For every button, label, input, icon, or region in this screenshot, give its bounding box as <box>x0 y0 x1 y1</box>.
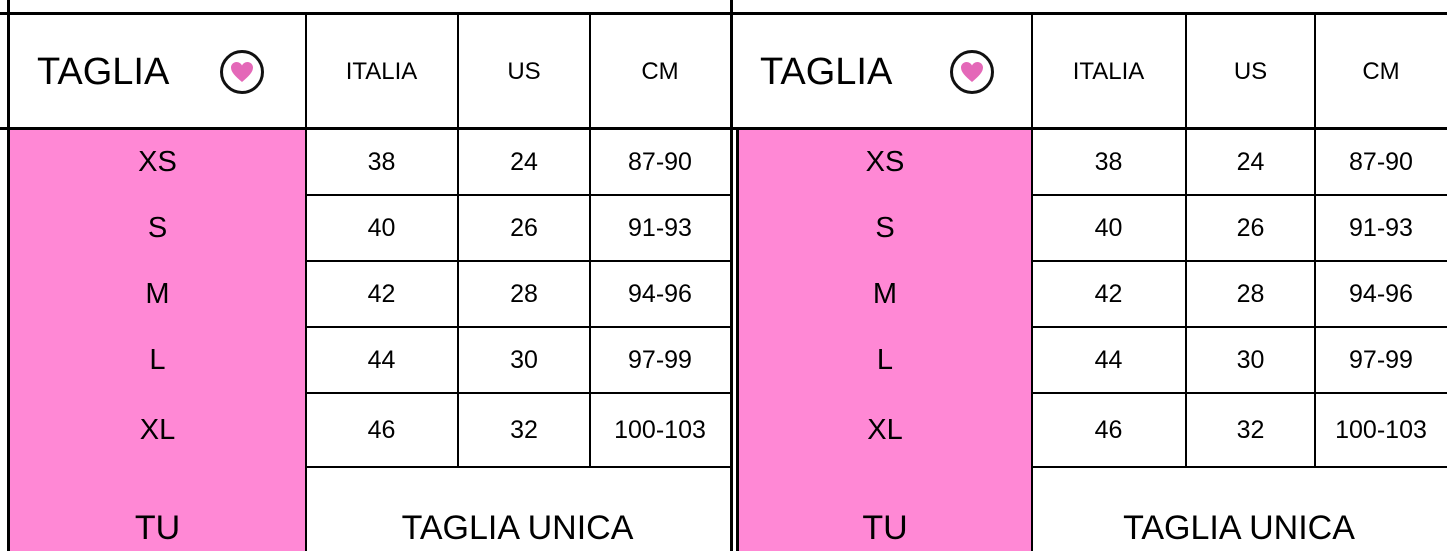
grid-line <box>730 0 733 551</box>
size-tu: TU <box>862 509 908 547</box>
us-value: 26 <box>1236 213 1265 242</box>
us-value: 32 <box>510 415 538 444</box>
italia-value: 42 <box>1094 279 1123 308</box>
italia-value: 40 <box>1094 213 1123 242</box>
italia-header: ITALIA <box>345 58 418 85</box>
size-l: L <box>876 343 894 376</box>
size-xs: XS <box>138 145 177 178</box>
italia-value: 46 <box>367 415 396 444</box>
grid-line <box>589 15 591 468</box>
us-value: 24 <box>510 147 538 176</box>
taglia-header: TAGLIA <box>760 50 893 93</box>
heart-icon <box>220 50 264 94</box>
size-m: M <box>872 277 898 310</box>
size-s: S <box>875 211 895 244</box>
italia-value: 38 <box>1094 147 1123 176</box>
cm-value: 100-103 <box>614 415 706 444</box>
grid-line <box>0 127 1447 130</box>
us-header: US <box>1233 58 1268 85</box>
italia-value: 46 <box>1094 415 1123 444</box>
cm-value: 91-93 <box>628 213 692 242</box>
us-value: 32 <box>1236 415 1265 444</box>
size-tu: TU <box>134 509 181 547</box>
grid-line <box>1031 326 1447 328</box>
grid-line <box>305 260 730 262</box>
us-value: 28 <box>1236 279 1265 308</box>
grid-line <box>457 15 459 468</box>
grid-line <box>736 127 739 551</box>
grid-line <box>1031 260 1447 262</box>
cm-value: 100-103 <box>1335 415 1427 444</box>
us-value: 30 <box>1236 345 1265 374</box>
heart-icon <box>950 50 994 94</box>
taglia-header: TAGLIA <box>37 50 170 93</box>
italia-value: 44 <box>1094 345 1123 374</box>
us-value: 30 <box>510 345 538 374</box>
grid-line <box>1031 15 1033 551</box>
cm-value: 94-96 <box>1349 279 1413 308</box>
grid-line <box>305 194 730 196</box>
cm-value: 97-99 <box>628 345 692 374</box>
grid-line <box>1185 15 1187 468</box>
us-header: US <box>507 58 541 85</box>
grid-line <box>305 466 730 468</box>
taglia-unica-label: TAGLIA UNICA <box>401 509 634 547</box>
grid-line <box>1031 466 1447 468</box>
cm-value: 94-96 <box>628 279 692 308</box>
grid-line <box>1031 194 1447 196</box>
size-xl: XL <box>139 413 176 446</box>
grid-line <box>0 12 1447 15</box>
size-l: L <box>149 343 166 376</box>
grid-line <box>1031 392 1447 394</box>
size-xl: XL <box>867 413 903 446</box>
cm-value: 97-99 <box>1349 345 1413 374</box>
italia-header: ITALIA <box>1072 58 1145 85</box>
grid-line <box>305 392 730 394</box>
us-value: 24 <box>1236 147 1265 176</box>
taglia-unica-label: TAGLIA UNICA <box>1123 509 1355 547</box>
cm-value: 91-93 <box>1349 213 1413 242</box>
grid-line <box>305 326 730 328</box>
us-value: 26 <box>510 213 538 242</box>
size-s: S <box>147 211 168 244</box>
cm-header: CM <box>641 58 679 85</box>
italia-value: 38 <box>367 147 396 176</box>
size-m: M <box>145 277 170 310</box>
cm-header: CM <box>1362 58 1400 85</box>
cm-value: 87-90 <box>1349 147 1413 176</box>
italia-value: 42 <box>367 279 396 308</box>
us-value: 28 <box>510 279 538 308</box>
italia-value: 44 <box>367 345 396 374</box>
grid-line <box>7 0 10 551</box>
grid-line <box>1314 15 1316 468</box>
size-xs: XS <box>865 145 905 178</box>
grid-line <box>305 15 307 551</box>
italia-value: 40 <box>367 213 396 242</box>
cm-value: 87-90 <box>628 147 692 176</box>
